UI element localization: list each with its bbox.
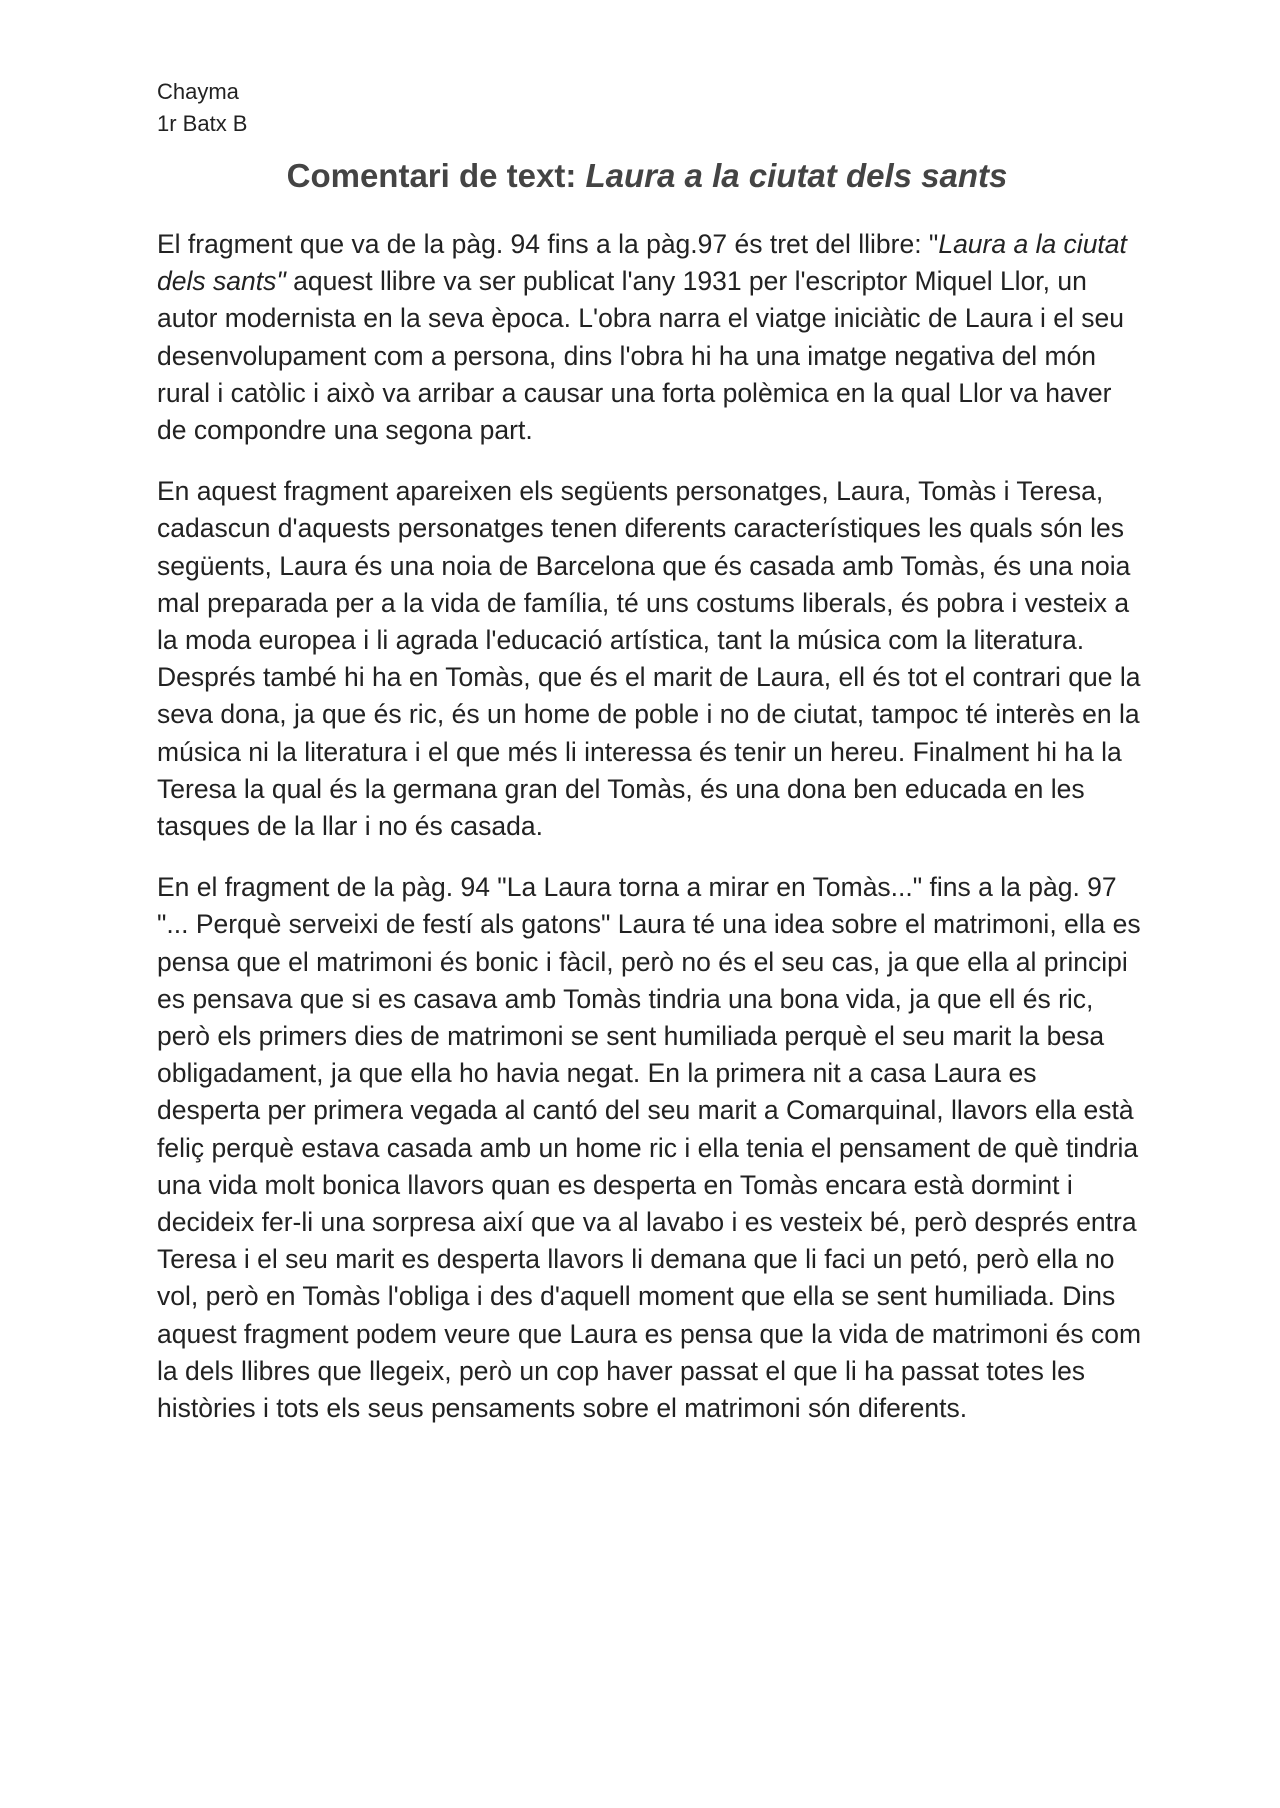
title-prefix: Comentari de text: bbox=[286, 157, 586, 194]
class-group: 1r Batx B bbox=[157, 111, 248, 136]
author-name: Chayma bbox=[157, 79, 239, 104]
paragraph-1-book-title: Laura a la ciutat dels sants" bbox=[157, 229, 1127, 297]
document-body bbox=[157, 226, 1142, 1451]
paragraph-characters: En aquest fragment apareixen els següents personatges, Laura, Tomàs i Teresa, cadascun d'aquests personatges tenen diferents característiques les quals són les següents, Laura és una noia de Barcelona que és casada amb Tomàs, és una noia mal preparada per a la vida de família, té uns costums liberals, és pobra i vesteix a la moda europea i li agrada l'educació artística, tant la música com la literatura. Després també hi ha en Tomàs, que és el marit de Laura, ell és tot el contrari que la seva dona, ja que és ric, és un home de poble i no de ciutat, tampoc té interès en la música ni la literatura i el que més li interessa és tenir un hereu. Finalment hi ha la Teresa la qual és la germana gran del Tomàs, és una dona ben educada en les tasques de la llar i no és casada. bbox=[157, 476, 1141, 842]
document-title bbox=[157, 152, 1137, 200]
document-header bbox=[157, 76, 247, 140]
paragraph-fragment-analysis: En el fragment de la pàg. 94 "La Laura torna a mirar en Tomàs..." fins a la pàg. 97 "... Perquè serveixi de festí als gatons" Laura té una idea sobre el matrimoni, ella es pensa que el matrimoni és bonic i fàcil, però no és el seu cas, ja que ella al principi es pensava que si es casava amb Tomàs tindria una bona vida, ja que ell és ric, però els primers dies de matrimoni se sent humiliada perquè el seu marit la besa obligadament, ja que ella ho havia negat. En la primera nit a casa Laura es desperta per primera vegada al cantó del seu marit a Comarquinal, llavors ella està feliç perquè estava casada amb un home ric i ella tenia el pensament de què tindria una vida molt bonica llavors quan es desperta en Tomàs encara està dormint i decideix fer-li una sorpresa així que va al lavabo i es vesteix bé, però després entra Teresa i el seu marit es desperta llavors li demana que li faci un petó, però ella no vol, però en Tomàs l'obliga i des d'aquell moment que ella se sent humiliada. Dins aquest fragment podem veure que Laura es pensa que la vida de matrimoni és com la dels llibres que llegeix, però un cop haver passat el que li ha passat totes les històries i tots els seus pensaments sobre el matrimoni són diferents. bbox=[157, 872, 1142, 1424]
paragraph-1-text-start: El fragment que va de la pàg. 94 fins a la pàg.97 és tret del llibre: " bbox=[157, 229, 939, 259]
paragraph-1-text-end: aquest llibre va ser publicat l'any 1931 per l'escriptor Miquel Llor, un autor modernista en la seva època. L'obra narra el viatge iniciàtic de Laura i el seu desenvolupament com a persona, dins l'obra hi ha una imatge negativa del món rural i catòlic i això va arribar a causar una forta polèmica en la qual Llor va haver de compondre una segona part. bbox=[157, 266, 1124, 446]
title-book-name: Laura a la ciutat dels sants bbox=[585, 157, 1008, 194]
paragraph-introduction bbox=[157, 226, 1142, 449]
